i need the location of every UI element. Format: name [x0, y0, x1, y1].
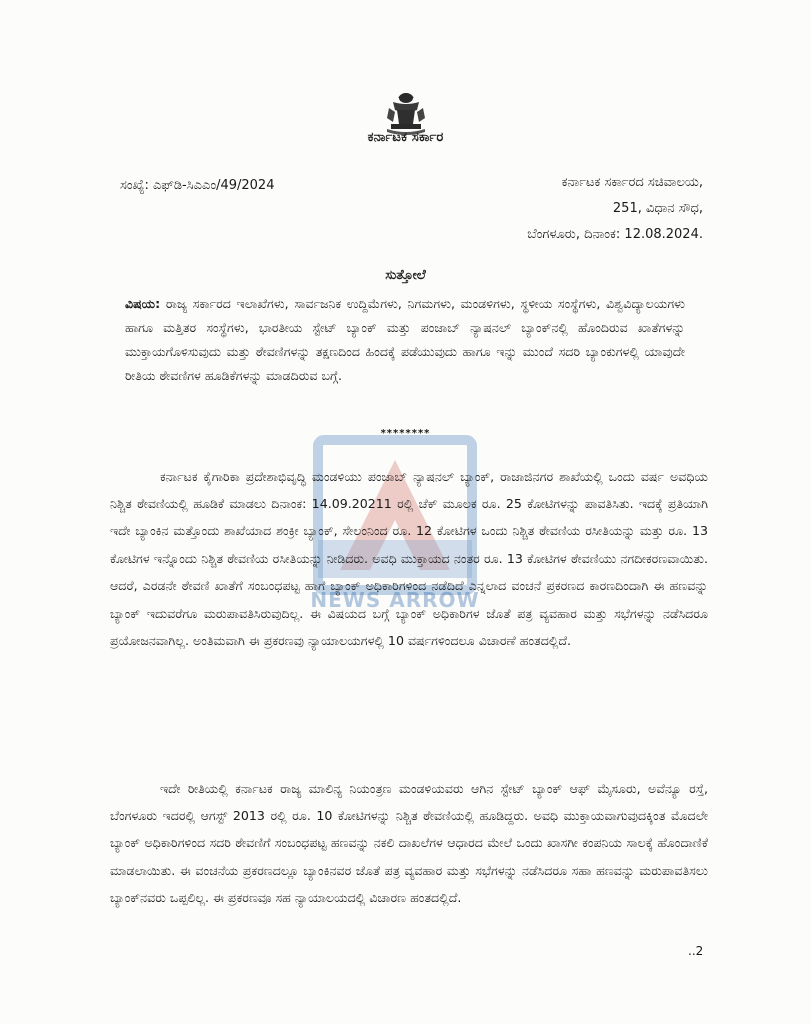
address-line-2: 251, ವಿಧಾನ ಸೌಧ, [612, 201, 703, 216]
subject-text: ರಾಜ್ಯ ಸರ್ಕಾರದ ಇಲಾಖೆಗಳು, ಸಾರ್ವಜನಿಕ ಉದ್ದಿಮೆಗಳು, ನಿಗಮಗಳು, ಮಂಡಳಿಗಳು, ಸ್ಥಳೀಯ ಸಂಸ್ಥೆಗಳು, ವಿಶ್ವವಿದ್ಯಾಲಯಗಳು ಹಾಗೂ ಮತ್ತಿತರ ಸಂಸ್ಥೆಗಳು, ಭಾರತೀಯ ಸ್ಟೇಟ್ ಬ್ಯಾಂಕ್ ಮತ್ತು ಪಂಜಾಬ್ ನ್ಯಾಷನಲ್ ಬ್ಯಾಂಕ್‌ನಲ್ಲಿ ಹೊಂದಿರುವ ಖಾತೆಗಳನ್ನು ಮುಕ್ತಾಯಗೊಳಿಸುವುದು ಮತ್ತು ಠೇವಣಿಗಳನ್ನು ತಕ್ಷಣದಿಂದ ಹಿಂದಕ್ಕೆ ಪಡೆಯುವುದು ಹಾಗೂ ಇನ್ನು ಮುಂದೆ ಸದರಿ ಬ್ಯಾಂಕುಗಳಲ್ಲಿ ಯಾವುದೇ ರೀತಿಯ ಠೇವಣಿಗಳ ಹೂಡಿಕೆಗಳನ್ನು ಮಾಡದಿರುವ ಬಗ್ಗೆ. [125, 296, 685, 383]
section-separator: ******** [380, 428, 431, 439]
sender-address [527, 170, 703, 248]
document-type-title: ಸುತ್ತೋಲೆ [385, 268, 426, 283]
page-number: ..2 [688, 944, 704, 958]
reference-number: ಸಂಖ್ಯೆ: ಎಫ್‌ಡಿ-ಸಿಎಎಂ/49/2024 [120, 178, 275, 193]
address-line-1: ಕರ್ನಾಟಕ ಸರ್ಕಾರದ ಸಚಿವಾಲಯ, [561, 175, 703, 190]
watermark-brand-text: NEWS ARROW [310, 588, 480, 612]
paragraph-1: ಕರ್ನಾಟಕ ಕೈಗಾರಿಕಾ ಪ್ರದೇಶಾಭಿವೃದ್ಧಿ ಮಂಡಳಿಯು ಪಂಜಾಬ್ ನ್ಯಾಷನಲ್ ಬ್ಯಾಂಕ್, ರಾಜಾಜಿನಗರ ಶಾಖೆಯಲ್ಲಿ ಒಂದು ವರ್ಷ ಅವಧಿಯ ನಿಶ್ಚಿತ ಠೇವಣಿಯಲ್ಲಿ ಹೂಡಿಕೆ ಮಾಡಲು ದಿನಾಂಕ: 14.09.20211 ರಲ್ಲಿ ಚೆಕ್ ಮೂಲಕ ರೂ. 25 ಕೋಟಿಗಳನ್ನು ಪಾವತಿಸಿತು. ಇದಕ್ಕೆ ಪ್ರತಿಯಾಗಿ ಇದೇ ಬ್ಯಾಂಕಿನ ಮತ್ತೊಂದು ಶಾಖೆಯಾದ ಶಂಕ್ರೀ ಬ್ಯಾಂಕ್, ಸೇಲಂನಿಂದ ರೂ. 12 ಕೋಟಿಗಳ ಒಂದು ನಿಶ್ಚಿತ ಠೇವಣಿಯ ರಸೀತಿಯನ್ನು ಮತ್ತು ರೂ. 13 ಕೋಟಿಗಳ ಇನ್ನೊಂದು ನಿಶ್ಚಿತ ಠೇವಣಿಯ ರಸೀತಿಯನ್ನು ನೀಡಿದರು. ಅವಧಿ ಮುಕ್ತಾಯದ ನಂತರ ರೂ. 13 ಕೋಟಿಗಳ ಠೇವಣಿಯು ನಗದೀಕರಣವಾಯಿತು. ಆದರೆ, ಎರಡನೇ ಠೇವಣಿ ಖಾತೆಗೆ ಸಂಬಂಧಪಟ್ಟ ಹಾಗೆ ಬ್ಯಾಂಕ್ ಅಧಿಕಾರಿಗಳಿಂದ ನಡೆದಿದೆ ಎನ್ನಲಾದ ವಂಚನೆ ಪ್ರಕರಣದ ಕಾರಣದಿಂದಾಗಿ ಈ ಹಣವನ್ನು ಬ್ಯಾಂಕ್ ಇದುವರೆಗೂ ಮರುಪಾವತಿಸಿರುವುದಿಲ್ಲ. ಈ ವಿಷಯದ ಬಗ್ಗೆ ಬ್ಯಾಂಕ್ ಅಧಿಕಾರಿಗಳ ಜೊತೆ ಪತ್ರ ವ್ಯವಹಾರ ಮತ್ತು ಸಭೆಗಳನ್ನು ನಡೆಸಿದರೂ ಪ್ರಯೋಜನವಾಗಿಲ್ಲ. ಅಂತಿಮವಾಗಿ ಈ ಪ್ರಕರಣವು ನ್ಯಾಯಾಲಯಗಳಲ್ಲಿ 10 ವರ್ಷಗಳಿಂದಲೂ ವಿಚಾರಣೆ ಹಂತದಲ್ಲಿದೆ. [110, 468, 708, 649]
paragraph-2: ಇದೇ ರೀತಿಯಲ್ಲಿ ಕರ್ನಾಟಕ ರಾಜ್ಯ ಮಾಲಿನ್ಯ ನಿಯಂತ್ರಣ ಮಂಡಳಿಯವರು ಆಗಿನ ಸ್ಟೇಟ್ ಬ್ಯಾಂಕ್ ಆಫ್ ಮೈಸೂರು, ಅವೆನ್ಯೂ ರಸ್ತೆ, ಬೆಂಗಳೂರು ಇದರಲ್ಲಿ ಆಗಸ್ಟ್ 2013 ರಲ್ಲಿ ರೂ. 10 ಕೋಟಿಗಳನ್ನು ನಿಶ್ಚಿತ ಠೇವಣಿಯಲ್ಲಿ ಹೂಡಿದ್ದರು. ಅವಧಿ ಮುಕ್ತಾಯವಾಗುವುದಕ್ಕಿಂತ ಮೊದಲೇ ಬ್ಯಾಂಕ್ ಅಧಿಕಾರಿಗಳಿಂದ ಸದರಿ ಠೇವಣಿಗೆ ಸಂಬಂಧಪಟ್ಟ ಹಣವನ್ನು ನಕಲಿ ದಾಖಲೆಗಳ ಆಧಾರದ ಮೇಲೆ ಒಂದು ಖಾಸಗೀ ಕಂಪನಿಯ ಸಾಲಕ್ಕೆ ಹೊಂದಾಣಿಕೆ ಮಾಡಲಾಯಿತು. ಈ ವಂಚನೆಯ ಪ್ರಕರಣದಲ್ಲೂ ಬ್ಯಾಂಕಿನವರ ಜೊತೆ ಪತ್ರ ವ್ಯವಹಾರ ಮತ್ತು ಸಭೆಗಳನ್ನು ನಡೆಸಿದರೂ ಸಹಾ ಹಣವನ್ನು ಮರುಪಾವತಿಸಲು ಬ್ಯಾಂಕ್‌ನವರು ಒಪ್ಪಲಿಲ್ಲ. ಈ ಪ್ರಕರಣವೂ ಸಹ ನ್ಯಾಯಾಲಯದಲ್ಲಿ ವಿಚಾರಣ ಹಂತದಲ್ಲಿದೆ. [110, 780, 708, 906]
subject-block [125, 292, 685, 388]
subject-label: ವಿಷಯ: [125, 296, 161, 311]
government-title: ಕರ್ನಾಟಕ ಸರ್ಕಾರ [367, 130, 444, 145]
address-line-3: ಬೆಂಗಳೂರು, ದಿನಾಂಕ: 12.08.2024. [527, 227, 703, 242]
